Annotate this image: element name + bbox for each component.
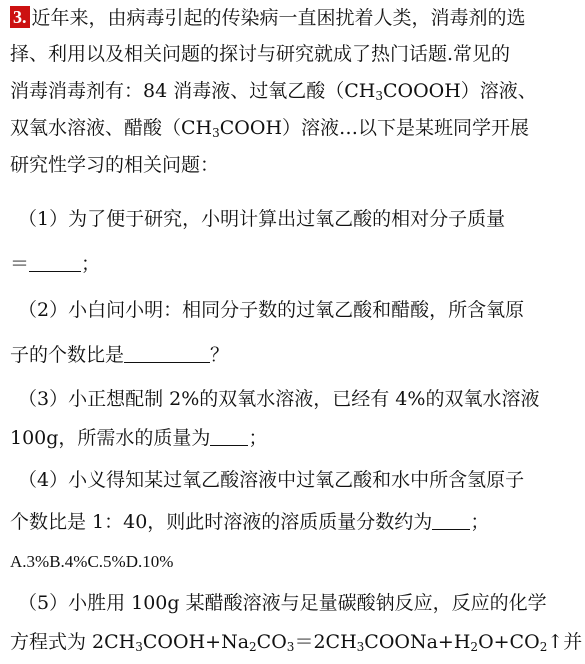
intro-line-4 — [10, 116, 577, 140]
intro-text-4: 双氧水溶液、醋酸（CH — [10, 117, 213, 139]
part1-line-2 — [10, 252, 577, 276]
subscript: 2 — [539, 640, 548, 654]
subscript: 2 — [249, 640, 257, 654]
part1-answer-blank[interactable] — [29, 253, 81, 272]
equation-text: COOH+Na — [142, 631, 250, 653]
part1-suffix: ； — [81, 253, 101, 275]
intro-text-3b: COOOH）溶液、 — [382, 80, 537, 102]
part3-line-1: （3）小正想配制 2%的双氧水溶液，已经有 4%的双氧水溶液 — [18, 388, 540, 410]
part2-line-1: （2）小白问小明：相同分子数的过氧乙酸和醋酸，所含氧原 — [18, 299, 525, 321]
intro-line-1 — [10, 6, 577, 30]
question-number-badge: 3. — [10, 6, 30, 28]
part5-line-2 — [10, 630, 583, 654]
subscript: 3 — [375, 89, 383, 103]
part4-suffix: ； — [470, 511, 490, 533]
intro-line-2: 择、利用以及相关问题的探讨与研究就成了热门话题.常见的 — [10, 43, 511, 65]
part3-suffix: ； — [248, 427, 268, 449]
part4-prefix: 个数比是 1：40，则此时溶液的溶质质量分数约为 — [10, 511, 433, 533]
part3-line-2 — [10, 426, 577, 450]
intro-line-5: 研究性学习的相关问题： — [10, 154, 220, 176]
subscript: 3 — [212, 126, 220, 140]
part3-answer-blank[interactable] — [210, 427, 248, 446]
equation-text: O+CO — [478, 631, 540, 653]
part2-prefix: 子的个数比是 — [10, 344, 125, 366]
intro-line-3 — [10, 79, 577, 103]
part1-prefix: ＝ — [10, 253, 30, 275]
intro-text-1: 近年来，由病毒引起的传染病一直困扰着人类，消毒剂的选 — [31, 7, 526, 29]
part2-suffix: ？ — [210, 344, 230, 366]
subscript: 3 — [135, 640, 143, 654]
intro-text-4b: COOH）溶液…以下是某班同学开展 — [219, 117, 530, 139]
equation-text: ↑并 — [547, 631, 583, 653]
part1-line-1: （1）为了便于研究，小明计算出过氧乙酸的相对分子质量 — [18, 208, 506, 230]
part4-answer-blank[interactable] — [432, 511, 470, 530]
part3-prefix: 100g，所需水的质量为 — [10, 427, 211, 449]
part2-line-2 — [10, 343, 577, 367]
equation-text: ＝2CH — [294, 631, 357, 653]
subscript: 3 — [356, 640, 365, 654]
part4-line-1: （4）小义得知某过氧乙酸溶液中过氧乙酸和水中所含氢原子 — [18, 469, 525, 491]
part4-line-2 — [10, 510, 577, 534]
subscript: 3 — [286, 640, 295, 654]
part2-answer-blank[interactable] — [124, 344, 210, 363]
equation-text: 方程式为 2CH — [10, 631, 136, 653]
equation-text: CO — [256, 631, 287, 653]
part4-options: A.3%B.4%C.5%D.10% — [10, 552, 174, 571]
part5-line-1: （5）小胜用 100g 某醋酸溶液与足量碳酸钠反应，反应的化学 — [18, 592, 547, 614]
subscript: 2 — [470, 640, 479, 654]
intro-text-3: 消毒消毒剂有：84 消毒液、过氧乙酸（CH — [10, 80, 376, 102]
equation-text: COONa+H — [364, 631, 471, 653]
